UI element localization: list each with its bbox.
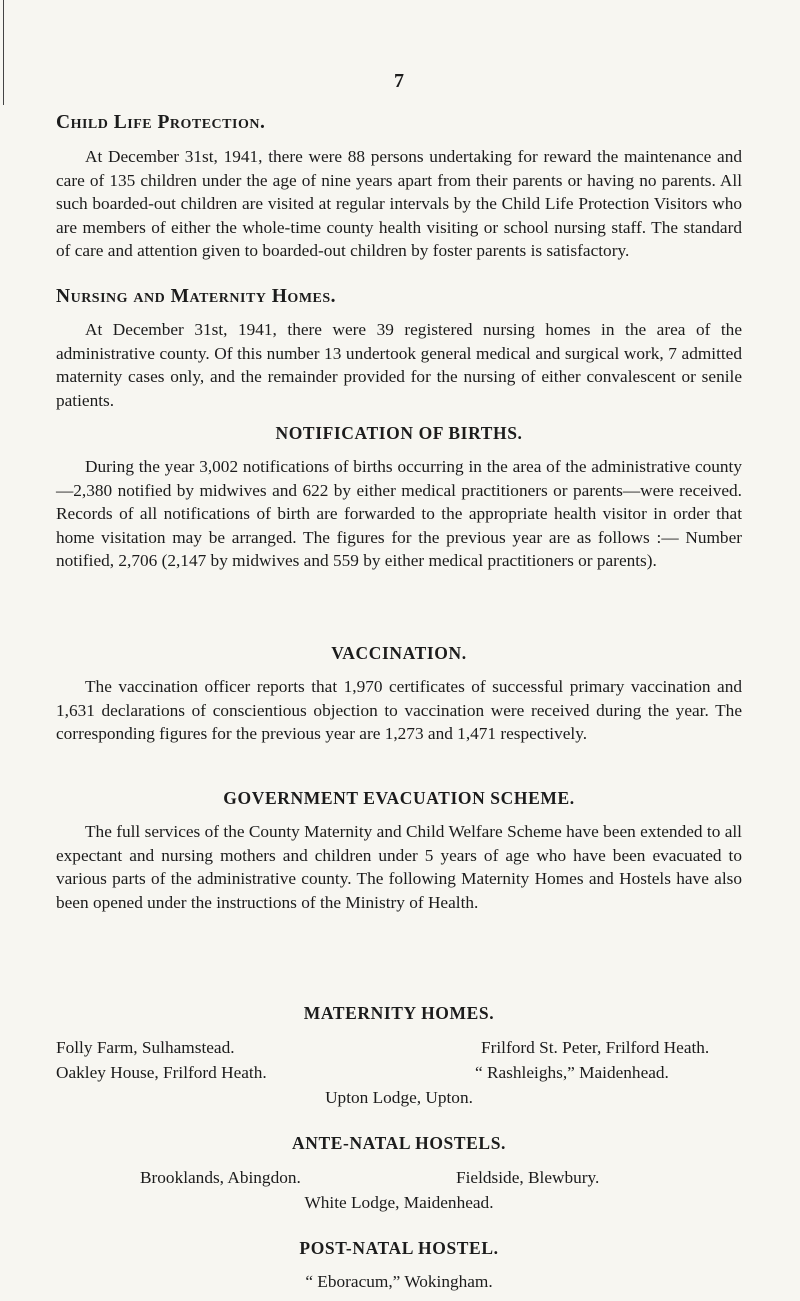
page-edge-line: [3, 0, 4, 105]
list-item: “ Rashleighs,” Maidenhead.: [475, 1063, 669, 1082]
list-item: Brooklands, Abingdon.: [140, 1168, 301, 1187]
list-item: White Lodge, Maidenhead.: [304, 1193, 494, 1212]
list-item: Fieldside, Blewbury.: [456, 1168, 600, 1187]
list-item: “ Eboracum,” Wokingham.: [305, 1272, 493, 1291]
heading-maternity-homes: MATERNITY HOMES.: [303, 1003, 495, 1023]
paragraph-child-life-protection: At December 31st, 1941, there were 88 persons undertaking for reward the maintenance and care of 135 children under the age of nine years apart from their parents or having no parents. All such boarded-out children are visited at regular intervals by the Child Life Protection Visitors who are members of either the whole-time county health visiting or school nursing staff. The standard of care and attention given to boarded-out children by foster parents is satisfactory.: [56, 147, 742, 261]
heading-post-natal-hostel: POST-NATAL HOSTEL.: [299, 1238, 499, 1258]
list-item: Folly Farm, Sulhamstead.: [56, 1038, 235, 1057]
heading-child-life-protection: Child Life Protection.: [56, 112, 266, 133]
heading-government-evacuation-scheme: GOVERNMENT EVACUATION SCHEME.: [223, 788, 575, 808]
paragraph-vaccination: The vaccination officer reports that 1,970 certificates of successful primary vaccination and 1,631 declarations of conscientious objection to vaccination were received during the year. The corresponding figures for the previous year are 1,273 and 1,471 respectively.: [56, 677, 742, 744]
list-item: Frilford St. Peter, Frilford Heath.: [481, 1038, 710, 1057]
paragraph-government-evacuation-scheme: The full services of the County Maternity and Child Welfare Scheme have been extended to all expectant and nursing mothers and children under 5 years of age who have been evacuated to various parts of the administrative county. The following Maternity Homes and Hostels have also been opened under the instructions of the Ministry of Health.: [56, 822, 742, 912]
paragraph-nursing-maternity-homes: At December 31st, 1941, there were 39 registered nursing homes in the area of the administrative county. Of this number 13 undertook general medical and surgical work, 7 admitted maternity cases only, and the remainder provided for the nursing of either convalescent or senile patients.: [56, 320, 742, 410]
heading-notification-of-births: NOTIFICATION OF BIRTHS.: [275, 423, 523, 443]
heading-ante-natal-hostels: ANTE-NATAL HOSTELS.: [292, 1133, 506, 1153]
list-item: Oakley House, Frilford Heath.: [56, 1063, 267, 1082]
heading-vaccination: VACCINATION.: [331, 643, 467, 663]
heading-nursing-maternity-homes: Nursing and Maternity Homes.: [56, 286, 337, 307]
paragraph-notification-of-births: During the year 3,002 notifications of births occurring in the area of the administrative county—2,380 notified by midwives and 622 by either medical practitioners or parents—were received. Records of all notifications of birth are forwarded to the appropriate health visitor in order that home visitation may be arranged. The figures for the previous year are as follows :— Number notified, 2,706 (2,147 by midwives and 559 by either medical practitioners or parents).: [56, 457, 742, 571]
page-number: 7: [394, 70, 404, 92]
list-item: Upton Lodge, Upton.: [325, 1088, 473, 1107]
